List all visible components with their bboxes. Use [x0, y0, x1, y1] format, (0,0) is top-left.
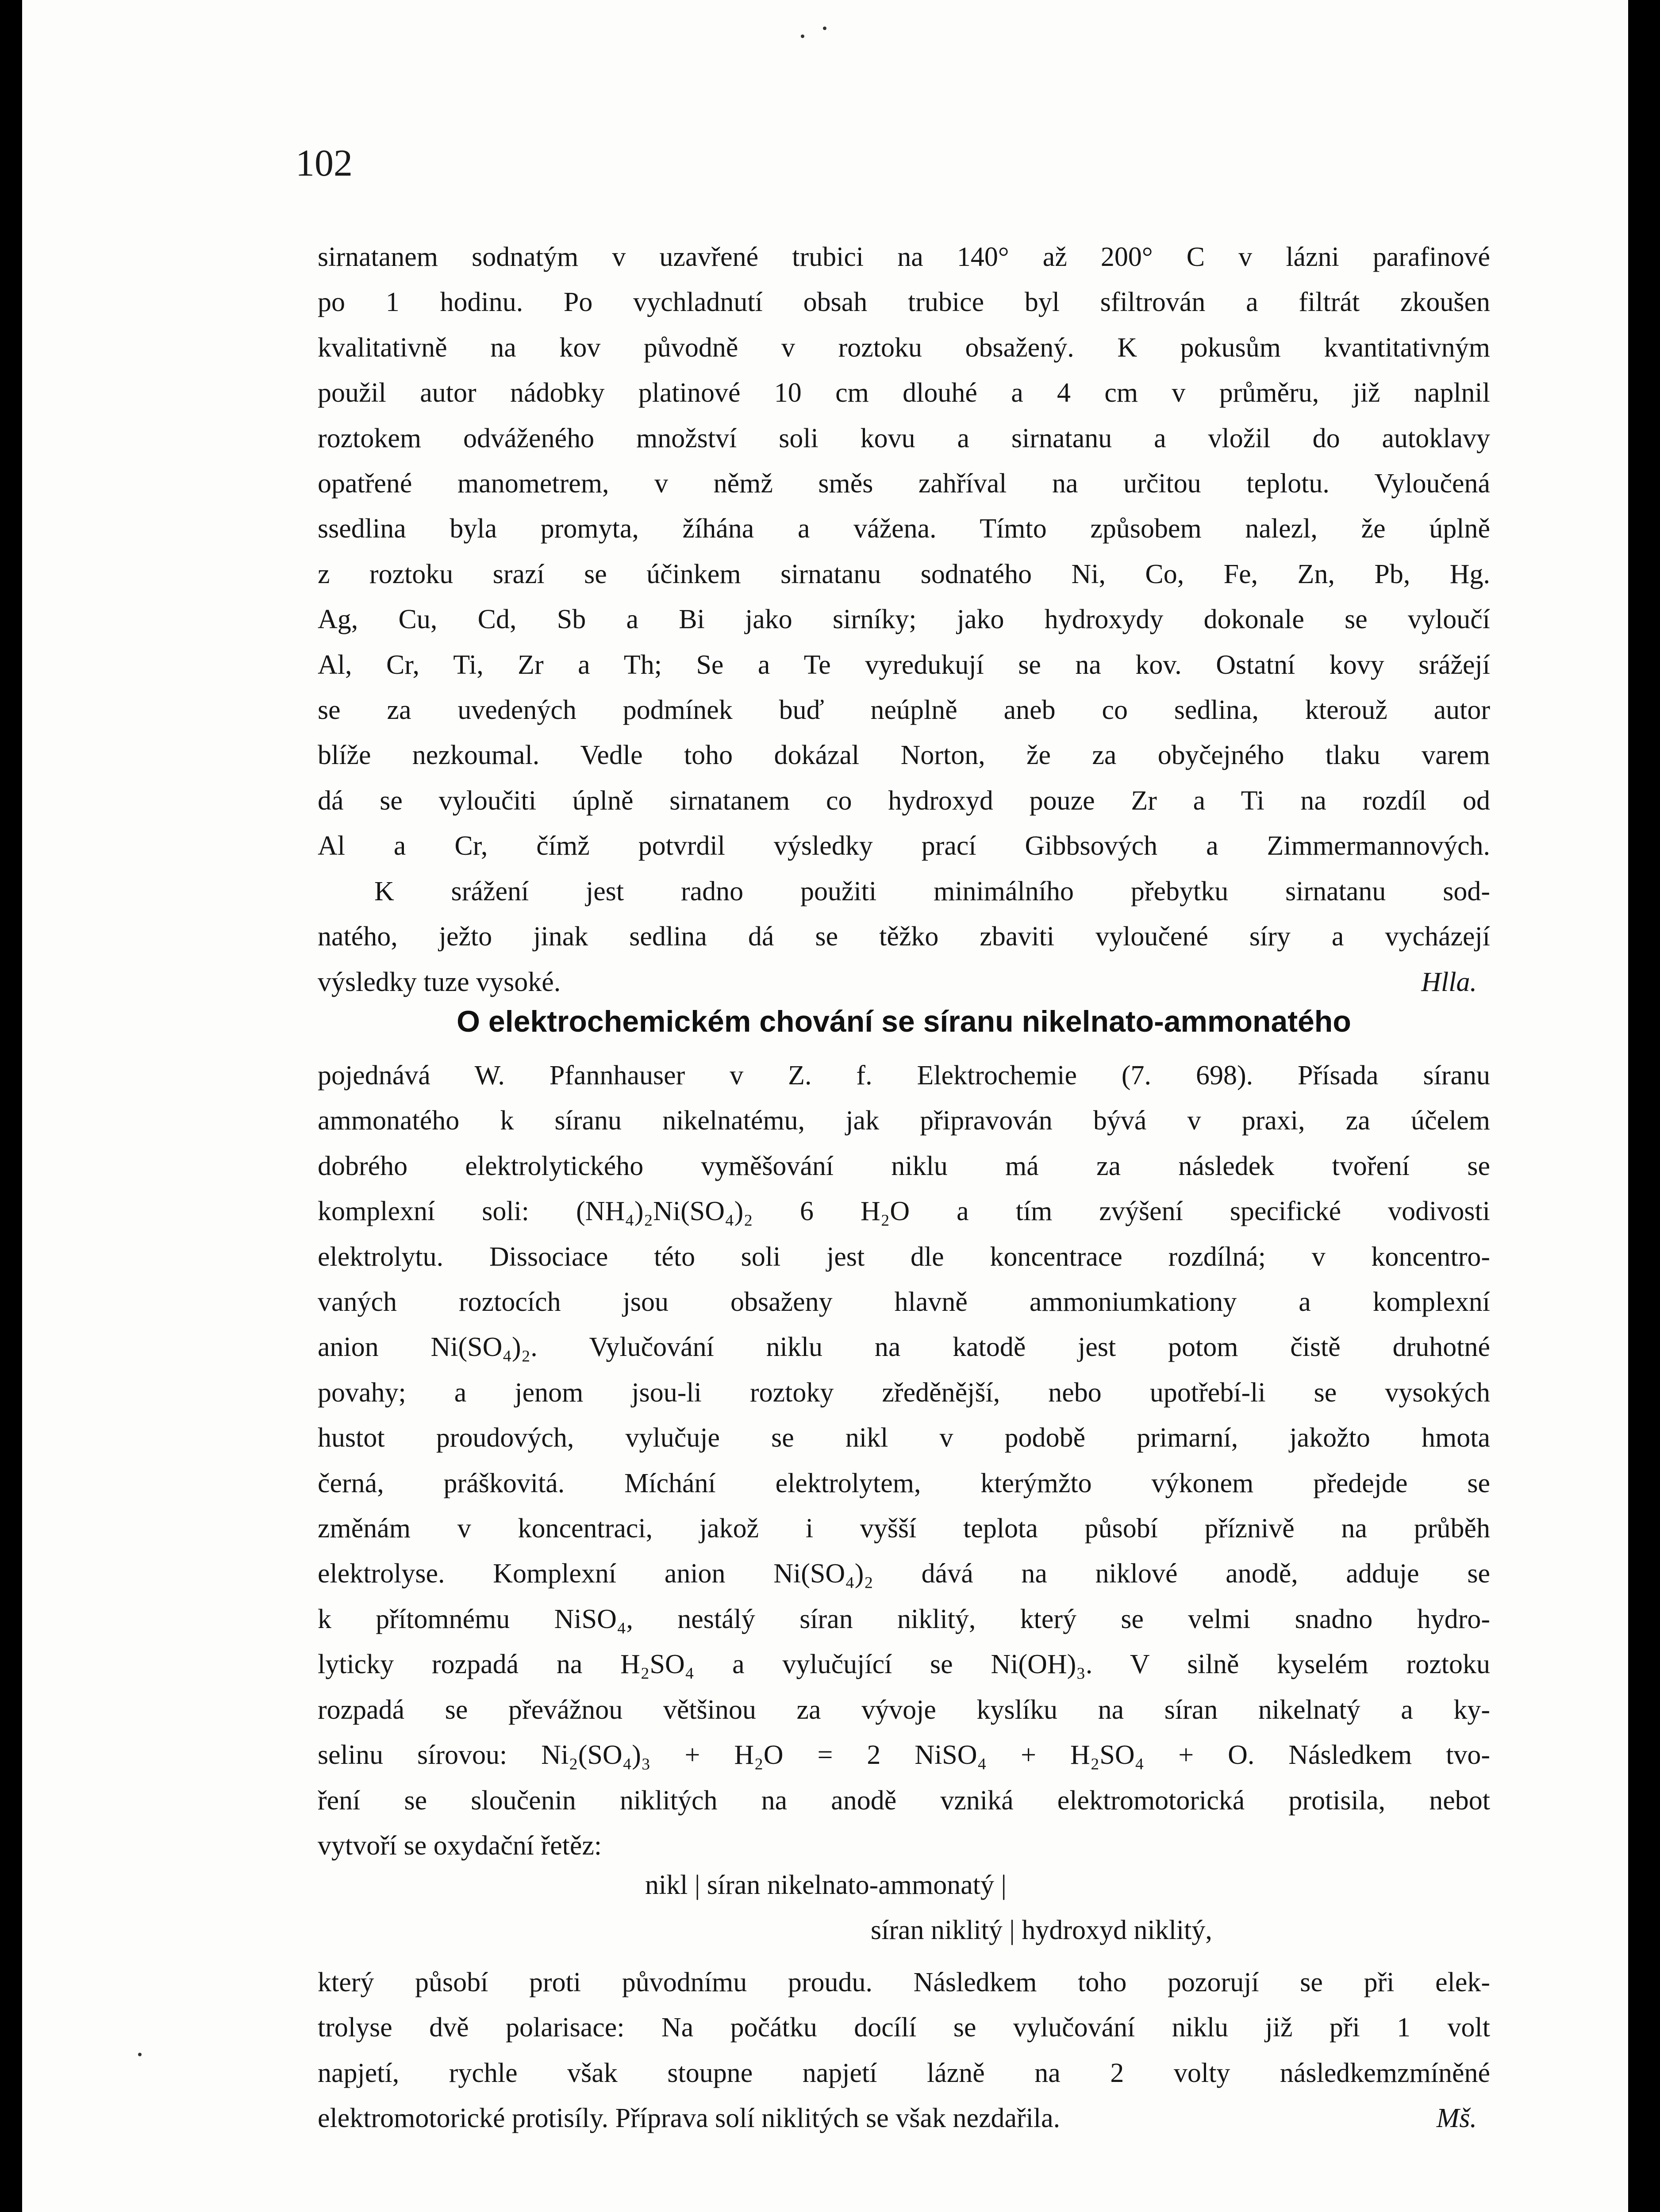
text-line: který působí proti původnímu proudu. Následkem toho pozorují se při elek- [318, 1967, 1490, 1997]
text-line: se za uvedených podmínek buď neúplně aneb co sedlina, kterouž autor [318, 695, 1490, 726]
text-line: dobrého elektrolytického vyměšování niklu má za následek tvoření se [318, 1151, 1490, 1181]
text-line: elektrolytu. Dissociace této soli jest dle koncentrace rozdílná; v koncentro- [318, 1241, 1490, 1272]
text-line: ření se sloučenin niklitých na anodě vzniká elektromotorická protisila, nebot [318, 1785, 1490, 1816]
author-signature: Hlla. [1421, 967, 1477, 997]
text-line: komplexní soli: (NH₄)₂Ni(SO₄)₂ 6 H₂O a tím zvýšení specifické vodivosti [318, 1196, 1490, 1227]
text-line: Ag, Cu, Cd, Sb a Bi jako sirníky; jako hydroxydy dokonale se vyloučí [318, 604, 1490, 635]
text-line: k přítomnému NiSO₄, nestálý síran niklitý, který se velmi snadno hydro- [318, 1604, 1490, 1634]
text-line: elektrolyse. Komplexní anion Ni(SO₄)₂ dává na niklové anodě, adduje se [318, 1559, 1490, 1589]
text-line: trolyse dvě polarisace: Na počátku docílí se vylučování niklu již při 1 volt [318, 2012, 1490, 2043]
text-line: rozpadá se převážnou většinou za vývoje kyslíku na síran nikelnatý a ky- [318, 1694, 1490, 1725]
text-line: hustot proudových, vylučuje se nikl v podobě primarní, jakožto hmota [318, 1423, 1490, 1453]
scan-speck [138, 2053, 142, 2056]
page-number: 102 [296, 142, 353, 184]
text-line: blíže nezkoumal. Vedle toho dokázal Norton, že za obyčejného tlaku varem [318, 740, 1490, 771]
text-line: K srážení jest radno použiti minimálního přebytku sirnatanu sod- [374, 876, 1490, 906]
scan-speck [823, 27, 826, 30]
text-line: povahy; a jenom jsou-li roztoky zředěnější, nebo upotřebí-li se vysokých [318, 1377, 1490, 1408]
text-line: výsledky tuze vysoké. [318, 967, 561, 997]
text-line: roztokem odváženého množství soli kovu a sirnatanu a vložil do autoklavy [318, 423, 1490, 453]
text-line: černá, práškovitá. Míchání elektrolytem, kterýmžto výkonem předejde se [318, 1468, 1490, 1498]
scheme-line: nikl | síran nikelnato-ammonatý | [645, 1870, 1007, 1900]
text-line: selinu sírovou: Ni₂(SO₄)₃ + H₂O = 2 NiSO₄ + H₂SO₄ + O. Následkem tvo- [318, 1740, 1490, 1770]
text-line: změnám v koncentraci, jakož i vyšší teplota působí příznivě na průběh [318, 1513, 1490, 1544]
text-line: vaných roztocích jsou obsaženy hlavně ammoniumkationy a komplexní [318, 1287, 1490, 1317]
text-line: pojednává W. Pfannhauser v Z. f. Elektrochemie (7. 698). Přísada síranu [318, 1060, 1490, 1091]
text-line: po 1 hodinu. Po vychladnutí obsah trubice byl sfiltrován a filtrát zkoušen [318, 287, 1490, 318]
text-line: opatřené manometrem, v němž směs zahříval na určitou teplotu. Vyloučená [318, 469, 1490, 499]
text-line: z roztoku srazí se účinkem sirnatanu sodnatého Ni, Co, Fe, Zn, Pb, Hg. [318, 559, 1490, 589]
text-line-last [318, 2096, 1490, 2141]
scanned-page [22, 0, 1628, 2212]
text-line: elektromotorické protisíly. Příprava solí niklitých se však nezdařila. [318, 2103, 1061, 2134]
article-heading: O elektrochemickém chování se síranu nikelnato-ammonatého [457, 1005, 1351, 1038]
text-line: použil autor nádobky platinové 10 cm dlouhé a 4 cm v průměru, již naplnil [318, 378, 1490, 408]
text-line: napjetí, rychle však stoupne napjetí lázně na 2 volty následkemzmíněné [318, 2058, 1490, 2088]
author-signature: Mš. [1436, 2103, 1477, 2134]
paragraph-3 [318, 1053, 1490, 1868]
text-line: Al, Cr, Ti, Zr a Th; Se a Te vyredukují se na kov. Ostatní kovy srážejí [318, 649, 1490, 680]
text-line: natého, ježto jinak sedlina dá se těžko zbaviti vyloučené síry a vycházejí [318, 922, 1490, 952]
paragraph-4 [318, 1960, 1490, 2141]
text-line: lyticky rozpadá na H₂SO₄ a vylučující se Ni(OH)₃. V silně kyselém roztoku [318, 1649, 1490, 1680]
text-line: dá se vyloučiti úplně sirnatanem co hydroxyd pouze Zr a Ti na rozdíl od [318, 785, 1490, 816]
text-line-last [318, 960, 1490, 1005]
text-line: Al a Cr, čímž potvrdil výsledky prací Gibbsových a Zimmermannových. [318, 831, 1490, 861]
oxidation-chain-scheme [318, 1863, 1490, 1953]
text-line: kvalitativně na kov původně v roztoku obsažený. K pokusům kvantitativným [318, 332, 1490, 363]
text-line: anion Ni(SO₄)₂. Vylučování niklu na katodě jest potom čistě druhotné [318, 1332, 1490, 1363]
scan-speck [801, 35, 804, 38]
scheme-line: síran niklitý | hydroxyd niklitý, [871, 1915, 1212, 1945]
text-line: sirnatanem sodnatým v uzavřené trubici na 140° až 200° C v lázni parafinové [318, 242, 1490, 272]
text-line: ssedlina byla promyta, žíhána a vážena. Tímto způsobem nalezl, že úplně [318, 514, 1490, 544]
text-line: ammonatého k síranu nikelnatému, jak připravován bývá v praxi, za účelem [318, 1106, 1490, 1136]
text-line: vytvoří se oxydační řetěz: [318, 1830, 602, 1861]
paragraph-1 [318, 234, 1490, 1005]
